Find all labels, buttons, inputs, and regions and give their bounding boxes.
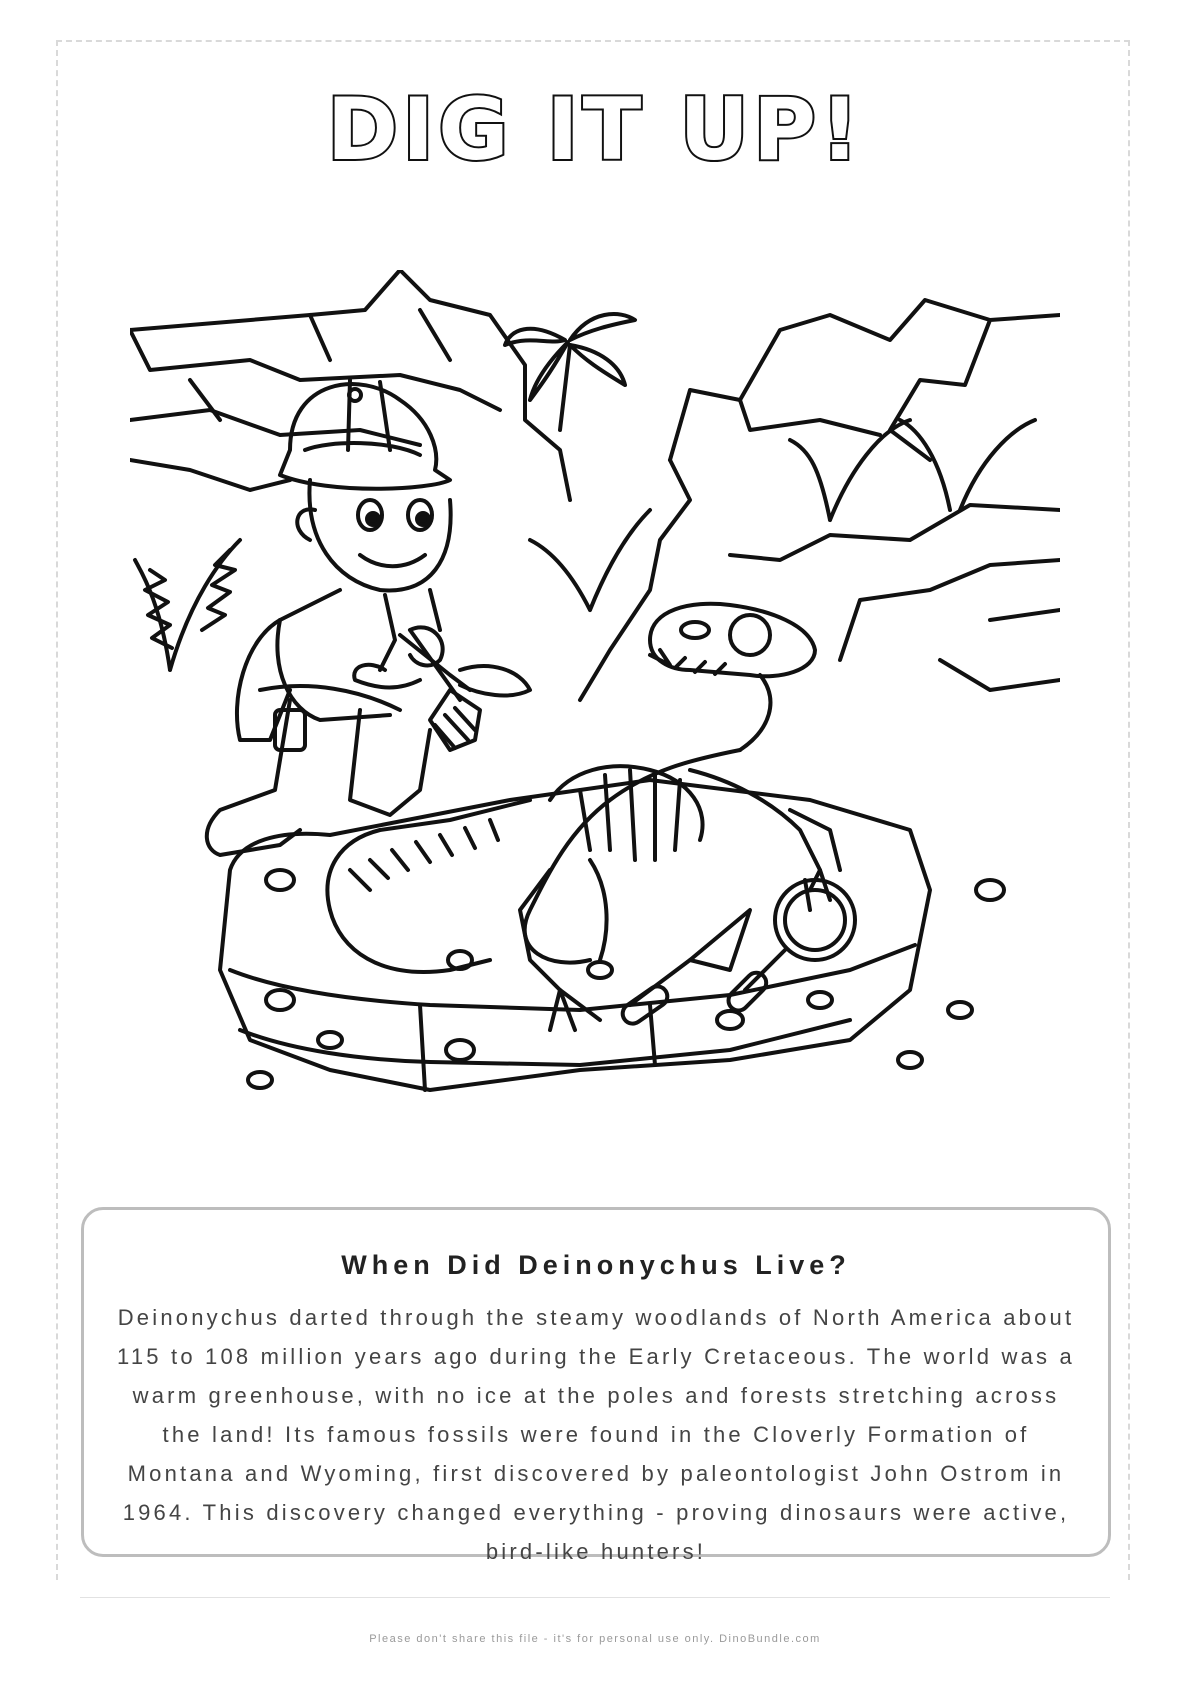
- fern-plants: [135, 420, 1035, 670]
- footer-divider: [80, 1597, 1110, 1598]
- info-body-text: Deinonychus darted through the steamy woodlands of North America about 115 to 108 million years ago during the Early Cretaceous. The world was a warm greenhouse, with no ice at the poles and forests stretching across the land! Its famous fossils were found in the Cloverly Formation of Montana and Wyoming, first discovered by paleontologist John Ostrom in 1964. This discovery changed everything - proving dinosaurs were active, bird-like hunters!: [117, 1305, 1075, 1564]
- page-title: DIG IT UP!: [326, 80, 864, 180]
- info-box: [81, 1207, 1111, 1564]
- footer-notice: Please don't share this file - it's for personal use only. DinoBundle.com: [369, 1633, 821, 1645]
- magnifying-glass: [724, 880, 855, 1015]
- info-heading: When Did Deinonychus Live?: [341, 1250, 851, 1280]
- dig-site-slab: [220, 780, 1004, 1090]
- coloring-illustration: [130, 270, 1060, 1190]
- child-paleontologist: [207, 380, 530, 855]
- rock-cliffs: [130, 270, 1060, 700]
- deinonychus-skeleton: [327, 604, 840, 1030]
